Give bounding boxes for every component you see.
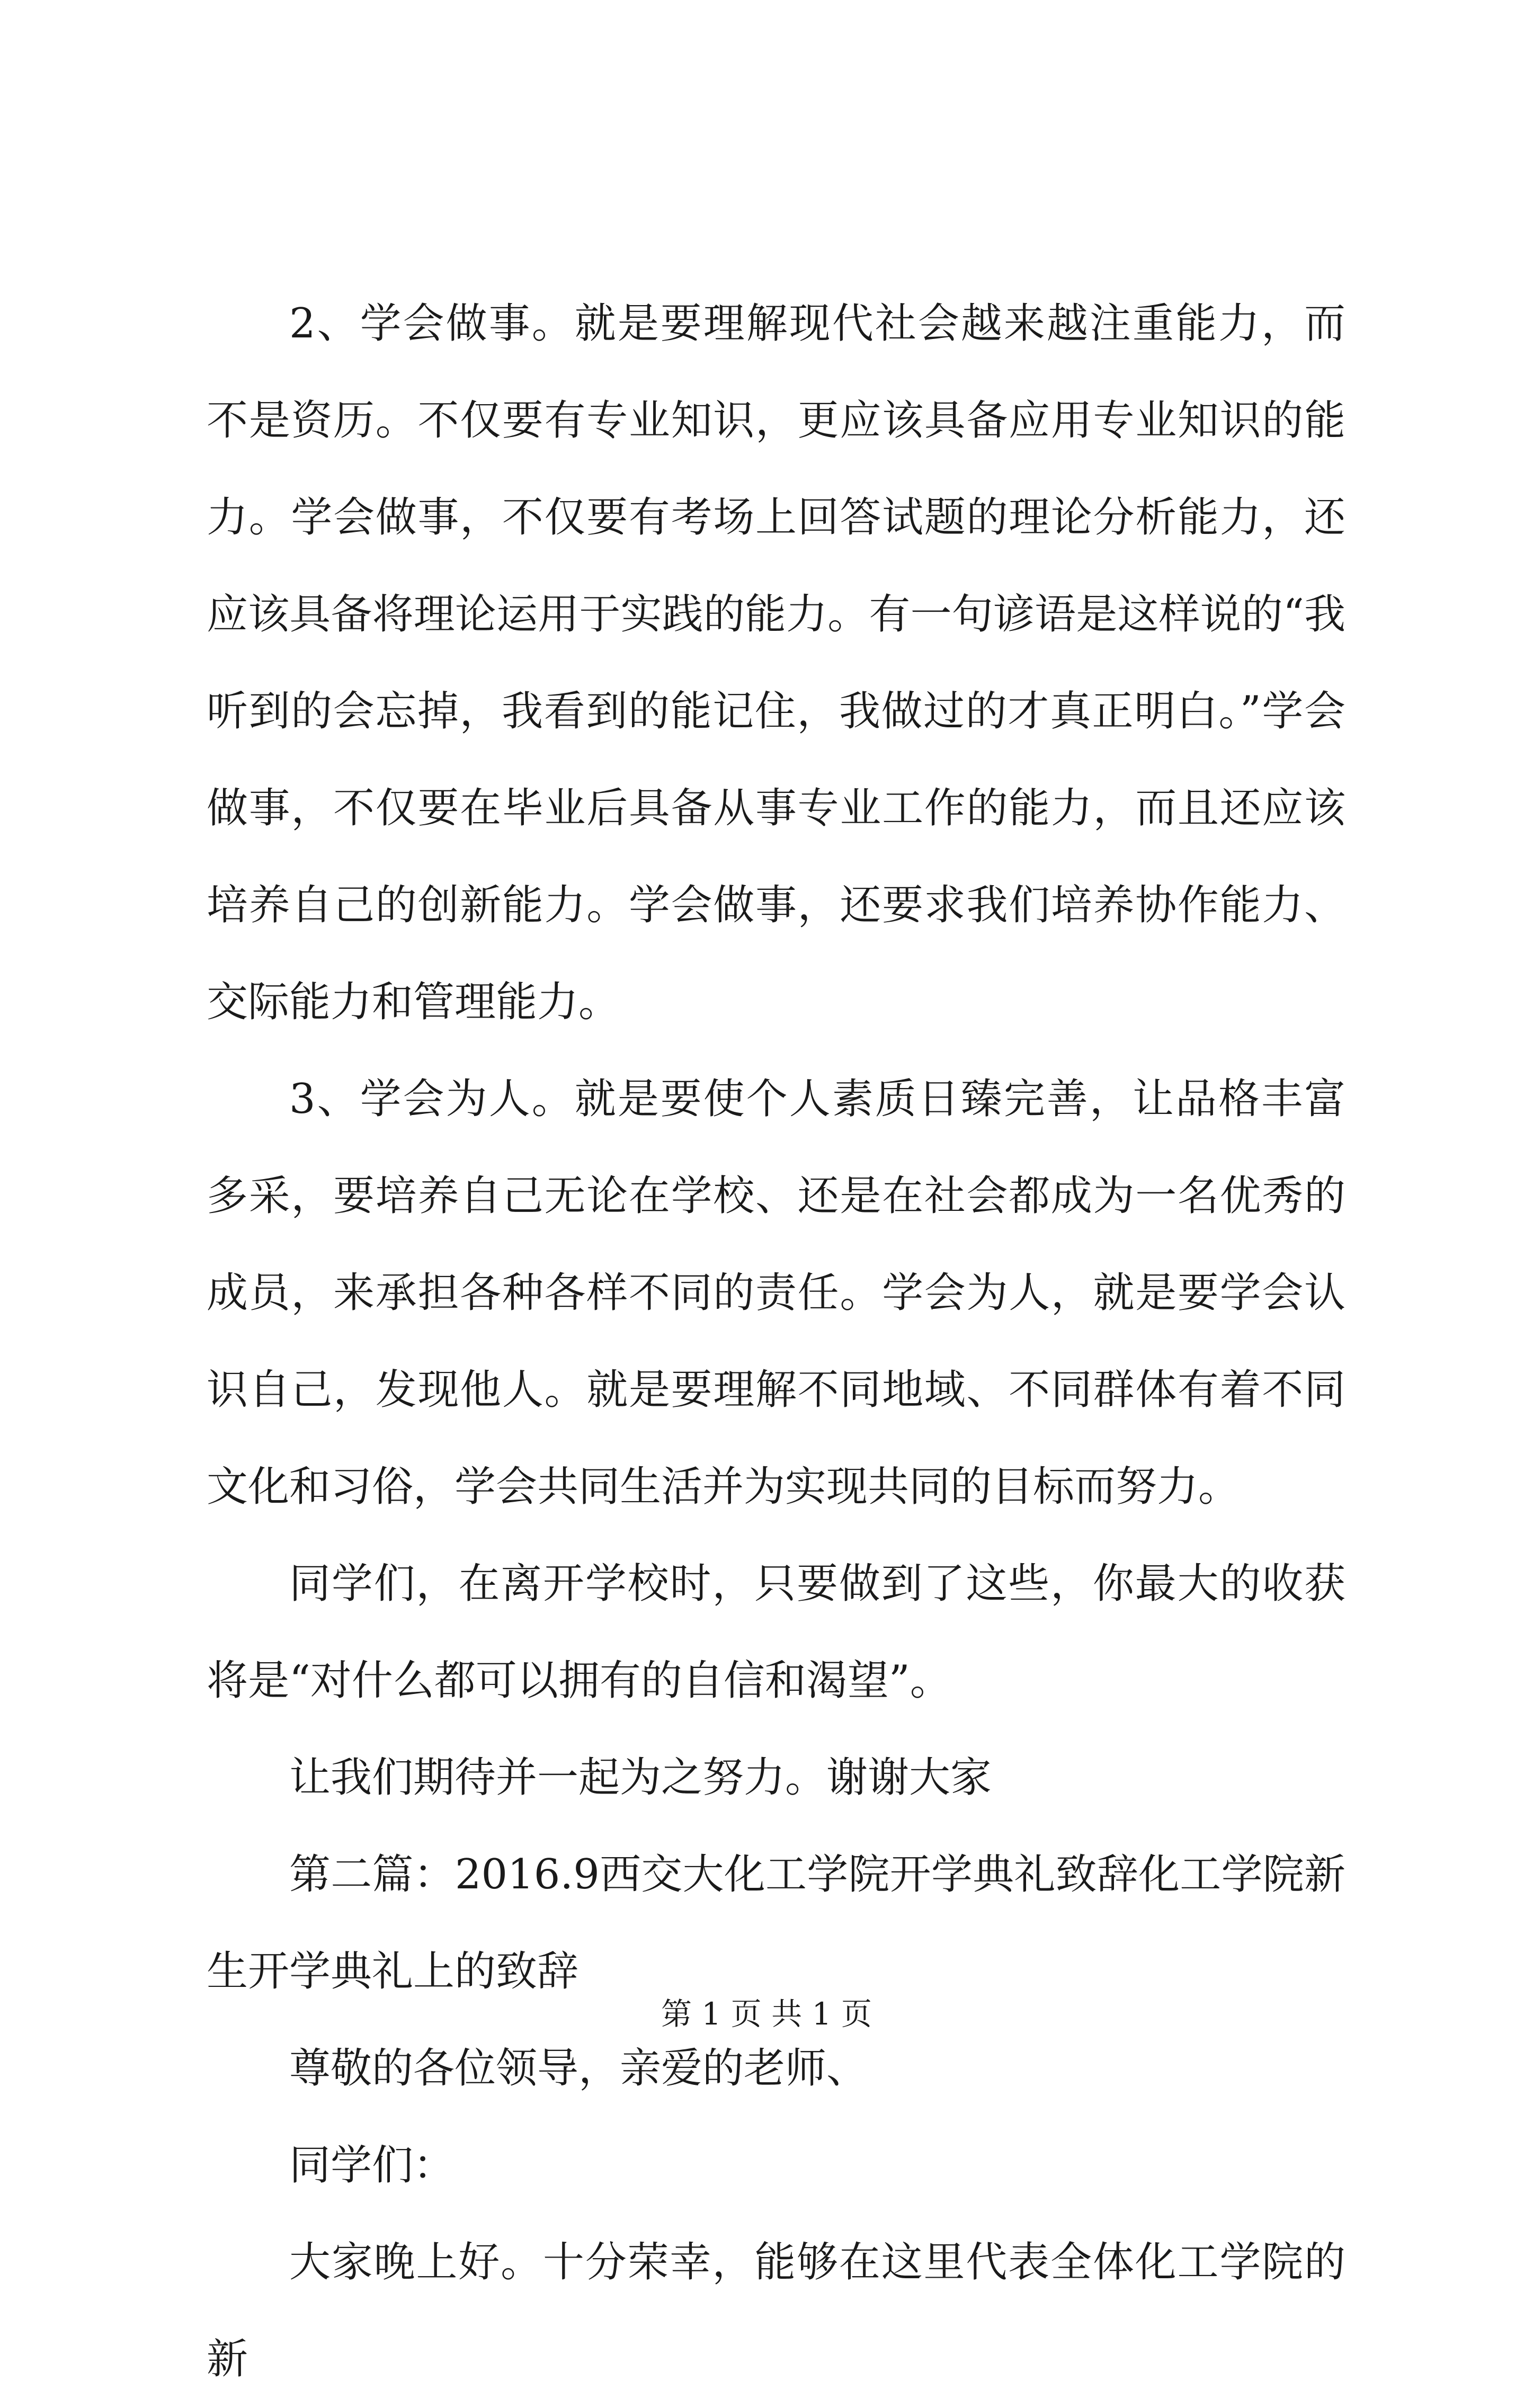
section-heading-part-two: 第二篇：2016.9西交大化工学院开学典礼致辞化工学院新生开学典礼上的致辞 [207, 1851, 1345, 1995]
paragraph-students-conclusion: 同学们，在离开学校时，只要做到了这些，你最大的收获将是“对什么都可以拥有的自信和渴望”。 [207, 1560, 1345, 1705]
paragraph-learn-to-be: 3、学会为人。就是要使个人素质日臻完善，让品格丰富多采，要培养自己无论在学校、还是在社会都成为一名优秀的成员，来承担各种各样不同的责任。学会为人，就是要学会认识自己，发现他人。就是要理解不同地域、不同群体有着不同文化和习俗，学会共同生活并为实现共同的目标而努力。 [207, 1075, 1345, 1511]
salutation-leaders: 尊敬的各位领导，亲爱的老师、 [289, 2045, 868, 2092]
page-footer: 第 1 页 共 1 页 [661, 1996, 872, 2032]
paragraph-greeting: 大家晚上好。十分荣幸，能够在这里代表全体化工学院的新 [207, 2238, 1345, 2383]
salutation-students: 同学们： [289, 2142, 455, 2189]
document-body [207, 275, 1345, 2408]
paragraph-thanks: 让我们期待并一起为之努力。谢谢大家 [289, 1754, 992, 1801]
paragraph-learn-to-work: 2、学会做事。就是要理解现代社会越来越注重能力，而不是资历。不仅要有专业知识，更应该具备应用专业知识的能力。学会做事，不仅要有考场上回答试题的理论分析能力，还应该具备将理论运用于实践的能力。有一句谚语是这样说的“我听到的会忘掉，我看到的能记住，我做过的才真正明白。”学会做事，不仅要在毕业后具备从事专业工作的能力，而且还应该培养自己的创新能力。学会做事，还要求我们培养协作能力、交际能力和管理能力。 [207, 300, 1345, 1026]
